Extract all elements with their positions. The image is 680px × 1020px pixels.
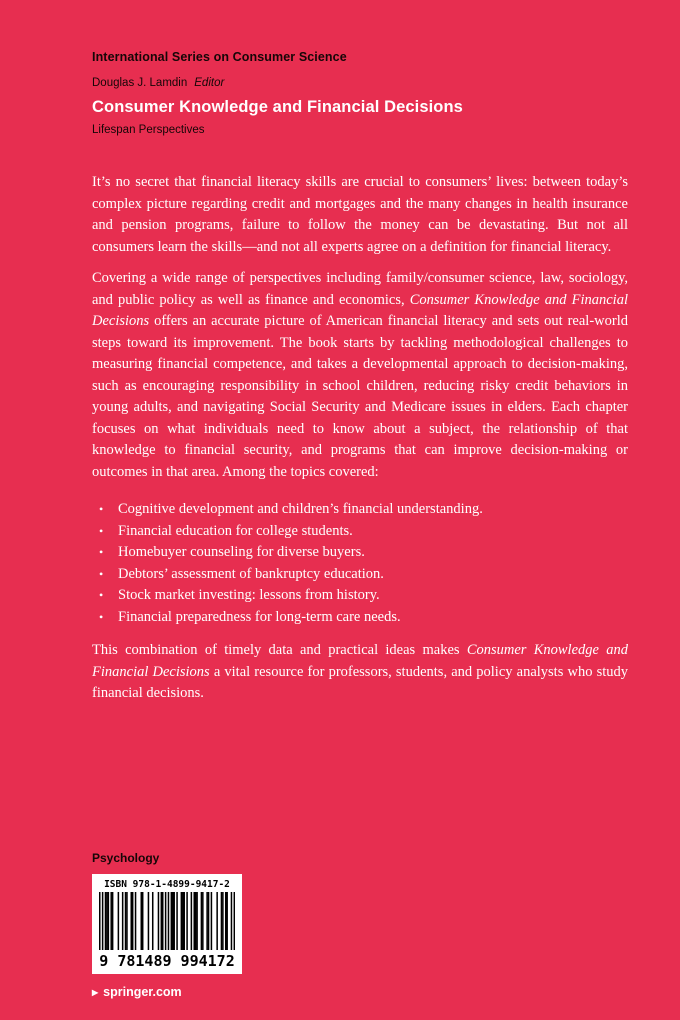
bullet-icon: • xyxy=(99,566,104,581)
blurb-paragraph-2-text: Covering a wide range of perspectives including family/consumer science, law, sociology, and public policy as well as finance and economics, xyxy=(92,270,628,308)
publisher-link[interactable] xyxy=(92,985,182,999)
topic-text: Debtors’ assessment of bankruptcy education. xyxy=(118,565,384,582)
blurb-paragraph-1: It’s no secret that financial literacy skills are crucial to consumers’ lives: between today’s complex picture regarding credit and mortgages and the many changes in health insurance and pension programs, failure to follow the money can be devastating. But not all consumers learn the skills—and not all experts agree on a definition for financial literacy. xyxy=(92,174,628,255)
editor-role: Editor xyxy=(194,77,225,89)
barcode-digits: 9 781489 994172 xyxy=(99,952,235,970)
bullet-icon: • xyxy=(99,609,104,624)
topics-list xyxy=(92,499,628,628)
topic-item xyxy=(92,499,628,521)
blurb xyxy=(92,172,628,705)
cover-content xyxy=(92,50,628,715)
bullet-icon: • xyxy=(99,545,104,559)
bullet-icon: • xyxy=(99,523,104,538)
springer-arrow-icon: ▶ xyxy=(92,987,99,997)
blurb-paragraph-3 xyxy=(92,640,628,705)
editor-line xyxy=(92,77,628,89)
bullet-icon: • xyxy=(99,588,104,602)
bullet-icon: • xyxy=(99,502,104,516)
topic-item xyxy=(92,564,628,586)
topic-text: Financial preparedness for long-term care needs. xyxy=(118,608,401,625)
blurb-paragraph-3-text: This combination of timely data and practical ideas makes xyxy=(92,642,467,658)
editor-name: Douglas J. Lamdin xyxy=(92,77,188,89)
topic-item xyxy=(92,542,628,564)
book-subtitle: Lifespan Perspectives xyxy=(92,124,205,136)
topic-text: Stock market investing: lessons from history. xyxy=(118,587,380,603)
blurb-paragraph-3-book-title: Consumer Knowledge and Financial Decisions xyxy=(92,642,628,680)
blurb-paragraph-3-text-cont: a vital resource for professors, students, and policy analysts who study financial decisions. xyxy=(92,663,628,701)
topic-text: Financial education for college students. xyxy=(118,522,353,539)
publisher-url: springer.com xyxy=(103,985,182,999)
barcode xyxy=(99,892,235,950)
topic-item xyxy=(92,607,628,629)
topic-item xyxy=(92,585,628,607)
topic-text: Cognitive development and children’s financial understanding. xyxy=(118,501,483,517)
book-title: Consumer Knowledge and Financial Decisions xyxy=(92,98,463,116)
isbn-number: ISBN 978-1-4899-9417-2 xyxy=(104,879,230,890)
topic-text: Homebuyer counseling for diverse buyers. xyxy=(118,544,365,560)
series-title: International Series on Consumer Science xyxy=(92,50,347,64)
blurb-paragraph-2 xyxy=(92,268,628,483)
topic-item xyxy=(92,521,628,543)
blurb-paragraph-2-book-title: Consumer Knowledge and Financial Decisions xyxy=(92,291,628,329)
isbn-barcode-box xyxy=(92,874,242,974)
subject-category: Psychology xyxy=(92,851,160,865)
blurb-paragraph-2-text-cont: offers an accurate picture of American financial literacy and sets out real-world steps toward its improvement. The book starts by tackling methodological challenges to measuring financial competence, and takes a developmental approach to decision-making, such as encouraging responsibility in school children, reducing risky credit behaviors in young adults, and navigating Social Security and Medicare issues in elders. Each chapter focuses on what individuals need to know about a subject, the relationship of that knowledge to financial security, and programs that can improve decision-making or outcomes in that area. Among the topics covered: xyxy=(92,313,628,480)
